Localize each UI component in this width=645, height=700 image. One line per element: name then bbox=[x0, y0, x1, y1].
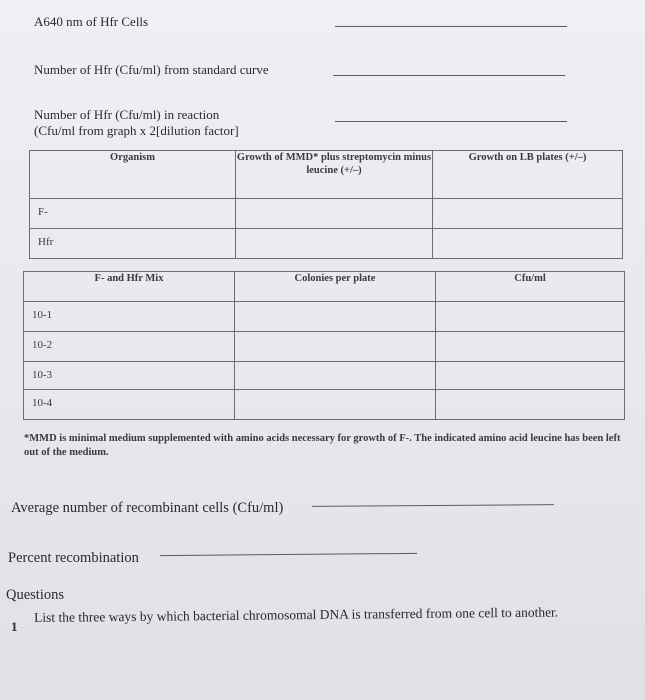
dilution-label: 10-1 bbox=[24, 302, 235, 332]
table-row bbox=[30, 229, 623, 259]
a640-label: A640 nm of Hfr Cells bbox=[34, 14, 149, 29]
table-row bbox=[24, 390, 625, 420]
table-row bbox=[24, 332, 625, 362]
growth-table bbox=[29, 150, 623, 259]
table-row bbox=[24, 302, 625, 332]
mmd-growth-cell[interactable] bbox=[236, 199, 433, 229]
lb-growth-cell[interactable] bbox=[433, 199, 623, 229]
table-row bbox=[30, 199, 623, 229]
colonies-cell[interactable] bbox=[235, 332, 436, 362]
number-hfr-answer-line bbox=[333, 75, 565, 76]
mmd-growth-header: Growth of MMD* plus streptomycin minus leucine (+/–) bbox=[236, 151, 433, 199]
question-1-text: List the three ways by which bacterial chromosomal DNA is transferred from one cell to another. bbox=[34, 604, 559, 625]
questions-heading: Questions bbox=[6, 587, 64, 603]
number-hfr-reaction-answer-line bbox=[335, 121, 567, 122]
cfu-cell[interactable] bbox=[436, 390, 625, 420]
dilution-table bbox=[23, 271, 625, 420]
number-hfr-reaction-label: Number of Hfr (Cfu/ml) in reaction bbox=[34, 107, 220, 122]
dilution-table-header-row bbox=[24, 272, 625, 302]
dilution-label: 10-4 bbox=[24, 390, 235, 420]
average-answer-line bbox=[312, 504, 554, 507]
mmd-growth-cell[interactable] bbox=[236, 229, 433, 259]
cfu-cell[interactable] bbox=[436, 362, 625, 390]
colonies-cell[interactable] bbox=[235, 302, 436, 332]
average-recombinant-label: Average number of recombinant cells (Cfu/ml) bbox=[11, 500, 284, 516]
lb-growth-header: Growth on LB plates (+/–) bbox=[433, 151, 623, 199]
row-label-hfr: Hfr bbox=[30, 229, 236, 259]
row-label-f-minus: F- bbox=[30, 199, 236, 229]
number-hfr-label: Number of Hfr (Cfu/ml) from standard curve bbox=[34, 62, 269, 77]
cfu-cell[interactable] bbox=[436, 302, 625, 332]
number-hfr-reaction-sublabel: (Cfu/ml from graph x 2[dilution factor] bbox=[34, 123, 239, 138]
mix-header: F- and Hfr Mix bbox=[24, 272, 235, 302]
organism-header: Organism bbox=[30, 151, 236, 199]
percent-recombination-label: Percent recombination bbox=[8, 550, 139, 566]
colonies-header: Colonies per plate bbox=[235, 272, 436, 302]
growth-table-header-row bbox=[30, 151, 623, 199]
percent-answer-line bbox=[160, 553, 417, 556]
cfu-header: Cfu/ml bbox=[436, 272, 625, 302]
cfu-cell[interactable] bbox=[436, 332, 625, 362]
question-number: 1 bbox=[11, 619, 18, 634]
mmd-footnote: *MMD is minimal medium supplemented with amino acids necessary for growth of F-. The indicated amino acid leucine has been left out of the medium. bbox=[24, 433, 621, 458]
a640-answer-line bbox=[335, 26, 567, 27]
dilution-label: 10-3 bbox=[24, 362, 235, 390]
table-row bbox=[24, 362, 625, 390]
colonies-cell[interactable] bbox=[235, 362, 436, 390]
lb-growth-cell[interactable] bbox=[433, 229, 623, 259]
dilution-label: 10-2 bbox=[24, 332, 235, 362]
colonies-cell[interactable] bbox=[235, 390, 436, 420]
